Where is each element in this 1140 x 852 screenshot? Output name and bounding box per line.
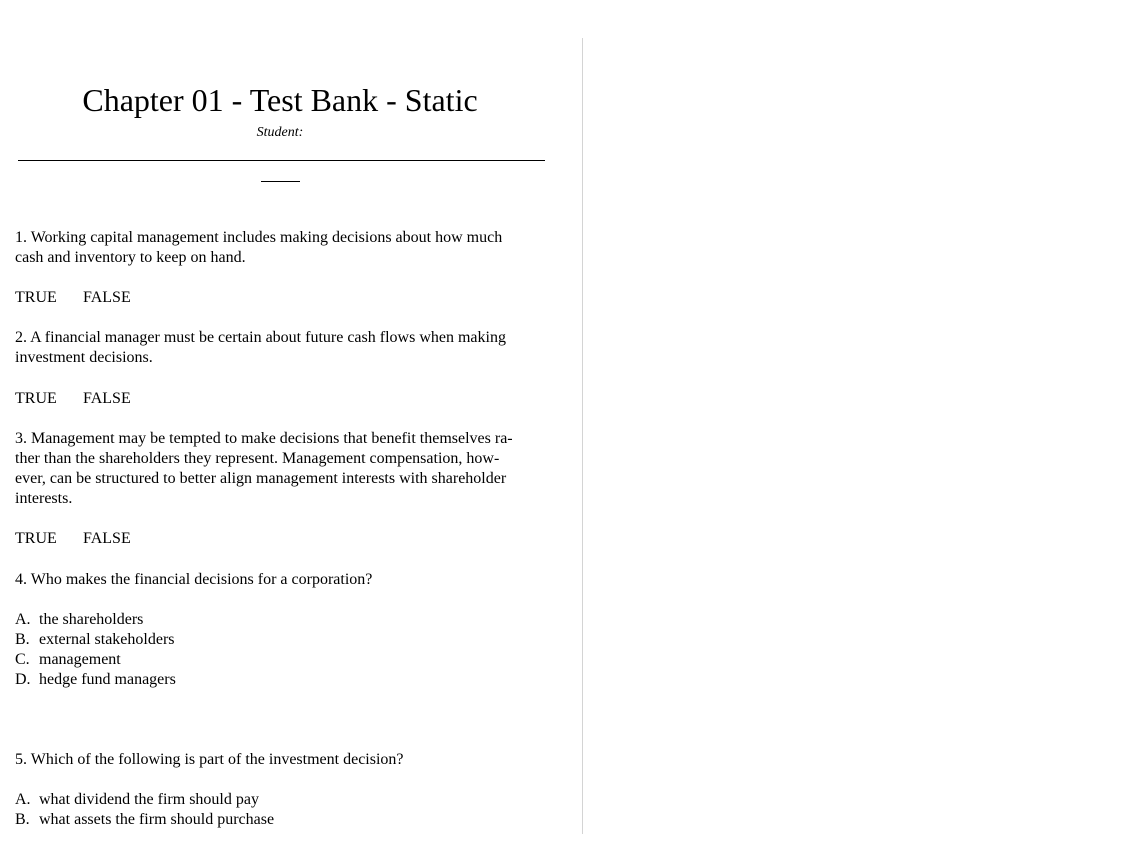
option-a[interactable]: A. what dividend the firm should pay [15, 791, 259, 808]
question-text-line: cash and inventory to keep on hand. [15, 249, 246, 266]
false-option[interactable]: FALSE [83, 530, 131, 547]
question-1 [15, 228, 502, 268]
option-b[interactable]: B. external stakeholders [15, 631, 175, 648]
options-5-part-1 [15, 790, 274, 830]
true-false-answers-1 [15, 288, 131, 308]
question-text-line: 5. Which of the following is part of the investment decision? [15, 751, 404, 768]
question-2 [15, 328, 506, 368]
true-option[interactable]: TRUE [15, 289, 57, 306]
question-text-line: interests. [15, 490, 73, 507]
question-text-line: 2. A financial manager must be certain about future cash flows when making [15, 329, 506, 346]
question-text-line: ther than the shareholders they represent. Management compensation, how- [15, 450, 500, 467]
student-label: Student: [256, 125, 304, 140]
question-text-line: 1. Working capital management includes making decisions about how much [15, 229, 503, 246]
option-c[interactable]: C. management [15, 651, 121, 668]
column-divider [582, 38, 583, 834]
student-name-line-continuation [261, 181, 300, 182]
option-d[interactable]: D. hedge fund managers [15, 671, 176, 688]
question-4 [15, 570, 372, 590]
question-text-line: ever, can be structured to better align management interests with shareholder [15, 470, 507, 487]
question-text-line: 4. Who makes the financial decisions for a corporation? [15, 571, 373, 588]
question-text-line: 3. Management may be tempted to make decisions that benefit themselves ra- [15, 430, 513, 447]
false-option[interactable]: FALSE [83, 289, 131, 306]
question-3 [15, 429, 513, 509]
true-option[interactable]: TRUE [15, 390, 57, 407]
page-title: Chapter 01 - Test Bank - Static [82, 82, 478, 118]
true-false-answers-2 [15, 389, 131, 409]
true-option[interactable]: TRUE [15, 530, 57, 547]
student-name-line [18, 160, 545, 161]
option-b[interactable]: B. what assets the firm should purchase [15, 811, 275, 828]
question-5 [15, 750, 404, 770]
options-4 [15, 610, 176, 690]
true-false-answers-3 [15, 529, 131, 549]
option-a[interactable]: A. the shareholders [15, 611, 144, 628]
false-option[interactable]: FALSE [83, 390, 131, 407]
question-text-line: investment decisions. [15, 349, 153, 366]
